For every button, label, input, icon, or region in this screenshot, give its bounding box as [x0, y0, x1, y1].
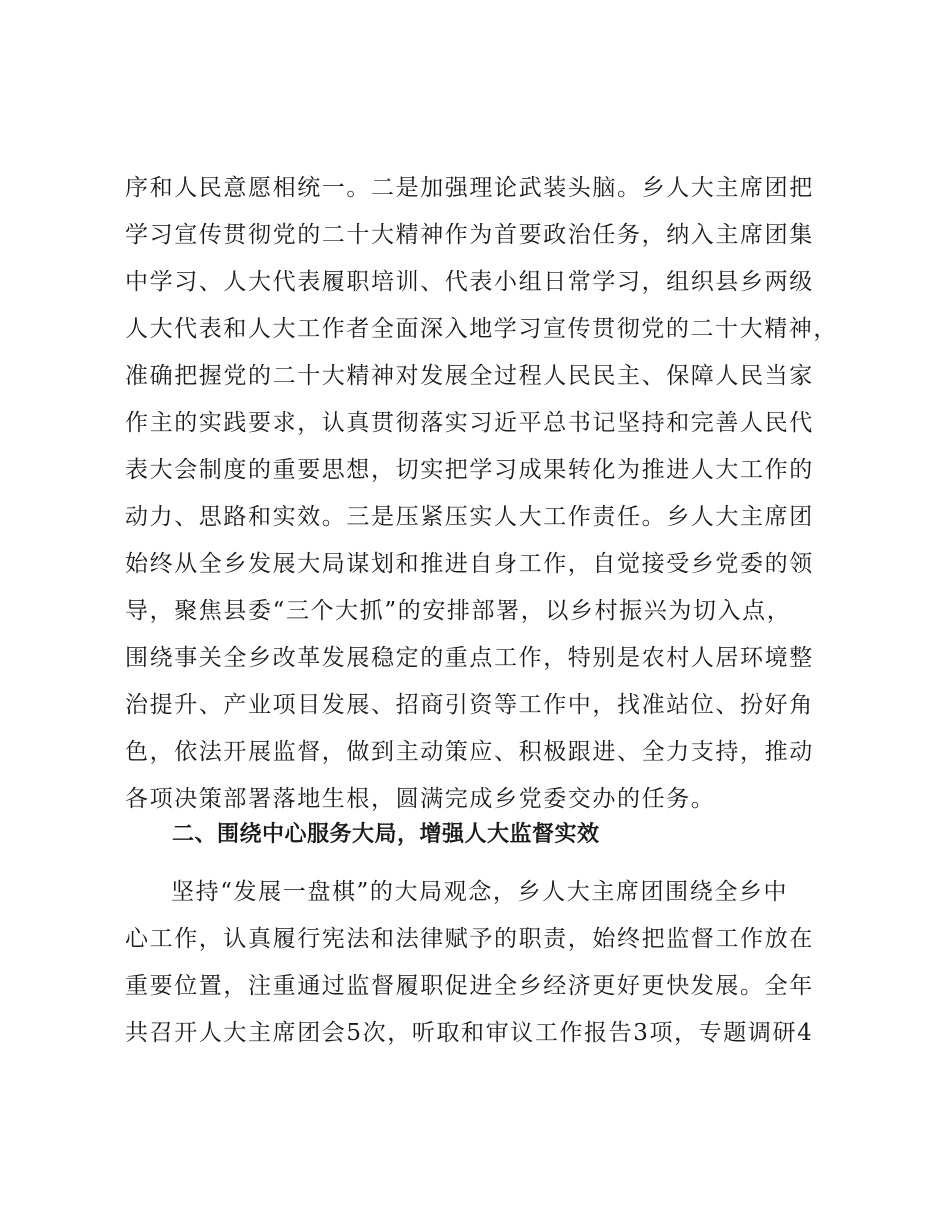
paragraph-line: 表大会制度的重要思想，切实把学习成果转化为推进人大工作的: [125, 457, 814, 483]
paragraph-line: 准确把握党的二十大精神对发展全过程人民民主、保障人民当家: [125, 363, 814, 389]
paragraph-line: 动力、思路和实效。三是压紧压实人大工作责任。乡人大主席团: [125, 504, 814, 530]
paragraph-line: 围绕事关全乡改革发展稳定的重点工作，特别是农村人居环境整: [125, 645, 814, 671]
paragraph-line: 人大代表和人大工作者全面深入地学习宣传贯彻党的二十大精神，: [125, 316, 838, 342]
paragraph-line: 重要位置，注重通过监督履职促进全乡经济更好更快发展。全年: [125, 973, 814, 999]
paragraph-line: 坚持“发展一盘棋”的大局观念，乡人大主席团围绕全乡中: [171, 879, 789, 905]
paragraph-line: 中学习、人大代表履职培训、代表小组日常学习，组织县乡两级: [125, 269, 814, 295]
paragraph-line: 作主的实践要求，认真贯彻落实习近平总书记坚持和完善人民代: [125, 410, 814, 436]
paragraph-line: 共召开人大主席团会5次，听取和审议工作报告3项，专题调研4: [125, 1020, 814, 1046]
paragraph-line: 导，聚焦县委“三个大抓”的安排部署，以乡村振兴为切入点，: [125, 598, 792, 624]
section-heading: 二、围绕中心服务大局，增强人大监督实效: [172, 822, 600, 847]
paragraph-line: 心工作，认真履行宪法和法律赋予的职责，始终把监督工作放在: [125, 926, 814, 952]
paragraph-line: 色，依法开展监督，做到主动策应、积极跟进、全力支持，推动: [125, 739, 814, 765]
paragraph-line: 各项决策部署落地生根，圆满完成乡党委交办的任务。: [125, 786, 716, 812]
paragraph-line: 治提升、产业项目发展、招商引资等工作中，找准站位、扮好角: [125, 692, 814, 718]
paragraph-line: 始终从全乡发展大局谋划和推进自身工作，自觉接受乡党委的领: [125, 551, 814, 577]
paragraph-line: 学习宣传贯彻党的二十大精神作为首要政治任务，纳入主席团集: [125, 222, 814, 248]
paragraph-line: 序和人民意愿相统一。二是加强理论武装头脑。乡人大主席团把: [125, 175, 814, 201]
